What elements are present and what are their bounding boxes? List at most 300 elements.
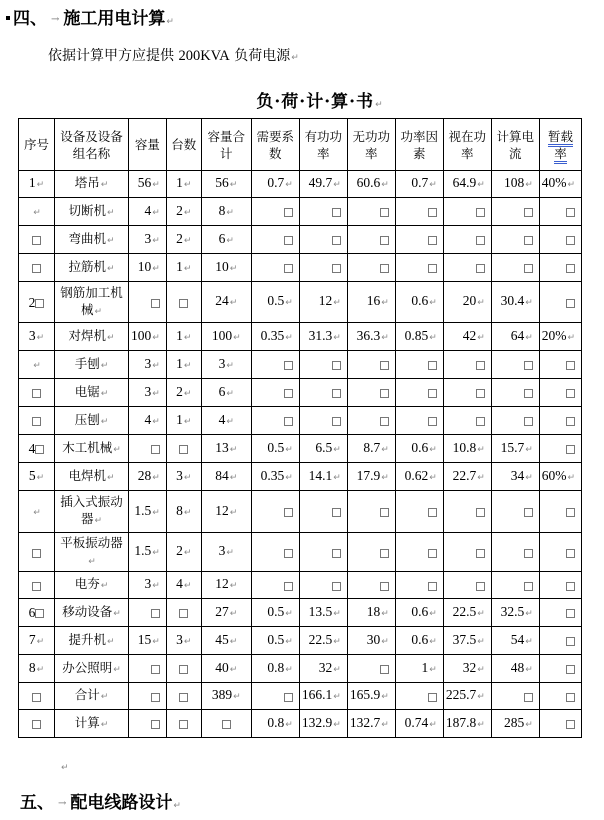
cell-end-mark-icon: ↵ (183, 507, 192, 518)
cell-value: 1 (421, 659, 429, 675)
cell-end-mark-icon: ↵ (36, 332, 45, 343)
cell-apparent (443, 435, 491, 463)
cell-value: 4 (144, 202, 152, 218)
cell-demand-factor (251, 323, 299, 351)
cell-apparent (443, 599, 491, 627)
column-header-line: 无功功 (352, 128, 391, 144)
cell-power-factor (395, 407, 443, 435)
cell-value: 0.6 (411, 603, 429, 619)
cell-active (299, 226, 347, 254)
cell-end-mark-icon: ↵ (567, 180, 576, 190)
cell-end-mark-icon: ↵ (94, 306, 103, 317)
cell-capacity (129, 627, 167, 655)
cell-end-mark-icon: ↵ (285, 472, 293, 483)
empty-box-icon (476, 208, 485, 217)
cell-end-mark-icon: ↵ (152, 416, 160, 427)
empty-box-icon (524, 361, 533, 370)
cell-capacity (129, 533, 167, 572)
empty-box-icon (332, 389, 341, 398)
cell-apparent (443, 407, 491, 435)
empty-box-icon (32, 236, 41, 245)
cell-end-mark-icon: ↵ (525, 719, 533, 730)
cell-apparent (443, 627, 491, 655)
cell-apparent (443, 533, 491, 572)
cell-end-mark-icon: ↵ (88, 556, 96, 567)
cell-end-mark-icon: ↵ (285, 332, 293, 343)
cell-end-mark-icon: ↵ (429, 298, 437, 308)
cell-name (55, 171, 129, 198)
cell-end-mark-icon: ↵ (381, 332, 389, 343)
paragraph-mark-icon: ↵ (166, 17, 174, 27)
cell-end-mark-icon: ↵ (333, 636, 341, 647)
cell-value: 3 (176, 467, 183, 483)
empty-box-icon (428, 417, 437, 426)
empty-box-icon (566, 637, 575, 646)
cell-value: 2 (28, 294, 36, 310)
cell-active (299, 435, 347, 463)
cell-capacity (129, 655, 167, 683)
cell-end-mark-icon: ↵ (152, 548, 160, 558)
cell-seq (19, 463, 55, 491)
column-header-line: 流 (509, 145, 522, 161)
column-header (299, 119, 347, 171)
cell-power-factor (395, 323, 443, 351)
cell-power-factor (395, 254, 443, 282)
empty-box-icon (380, 417, 389, 426)
cell-seq (19, 683, 55, 710)
cell-demand-factor (251, 198, 299, 226)
cell-total (201, 323, 251, 351)
empty-box-icon (332, 264, 341, 273)
empty-box-icon (332, 508, 341, 517)
cell-end-mark-icon: ↵ (152, 180, 160, 190)
cell-value: 15 (137, 631, 152, 647)
intro-paragraph (48, 45, 299, 65)
empty-box-icon (566, 264, 575, 273)
table-row (19, 407, 582, 435)
cell-value: 0.8 (267, 659, 285, 675)
empty-box-icon (380, 361, 389, 370)
cell-end-mark-icon: ↵ (567, 472, 576, 483)
cell-total (201, 407, 251, 435)
paragraph-mark-icon: ↵ (375, 100, 384, 110)
cell-apparent (443, 463, 491, 491)
cell-end-mark-icon: ↵ (152, 388, 160, 399)
cell-value: 塔吊 (74, 175, 100, 190)
empty-box-icon (566, 445, 575, 454)
empty-box-icon (566, 208, 575, 217)
cell-end-mark-icon: ↵ (477, 180, 485, 190)
cell-reactive (347, 491, 395, 533)
paragraph-mark-icon: ↵ (291, 53, 299, 63)
cell-active (299, 282, 347, 323)
cell-capacity (129, 254, 167, 282)
cell-power-factor (395, 435, 443, 463)
cell-demand-factor (251, 407, 299, 435)
cell-reactive (347, 379, 395, 407)
cell-end-mark-icon: ↵ (333, 180, 341, 190)
column-header (55, 119, 129, 171)
empty-box-icon (476, 549, 485, 558)
empty-box-icon (179, 693, 188, 702)
empty-box-icon (476, 582, 485, 591)
column-header-line: 素 (413, 145, 426, 161)
cell-value: 7 (28, 631, 36, 647)
column-header-line: 率 (317, 145, 330, 161)
cell-total (201, 379, 251, 407)
empty-box-icon (380, 236, 389, 245)
cell-active (299, 683, 347, 710)
cell-end-mark-icon: ↵ (333, 472, 341, 483)
cell-value: 计算 (74, 714, 100, 730)
cell-capacity (129, 491, 167, 533)
cell-value: 木工机械 (62, 439, 113, 455)
cell-duty (539, 627, 581, 655)
cell-end-mark-icon: ↵ (525, 298, 533, 308)
cell-total (201, 171, 251, 198)
table-row (19, 491, 582, 533)
cell-current (491, 351, 539, 379)
cell-duty (539, 491, 581, 533)
cell-power-factor (395, 533, 443, 572)
cell-end-mark-icon: ↵ (477, 298, 485, 308)
empty-box-icon (35, 445, 44, 454)
cell-end-mark-icon: ↵ (100, 692, 109, 702)
cell-end-mark-icon: ↵ (333, 719, 341, 730)
empty-box-icon (524, 582, 533, 591)
cell-name (55, 226, 129, 254)
cell-value: 54 (510, 631, 525, 647)
cell-seq (19, 627, 55, 655)
column-header (395, 119, 443, 171)
cell-capacity (129, 710, 167, 738)
cell-seq (19, 710, 55, 738)
empty-box-icon (151, 609, 160, 618)
cell-name (55, 572, 129, 599)
empty-box-icon (332, 549, 341, 558)
cell-seq (19, 572, 55, 599)
empty-box-icon (32, 582, 41, 591)
cell-apparent (443, 655, 491, 683)
empty-box-icon (566, 693, 575, 702)
cell-value: 4 (176, 576, 183, 591)
cell-value: 2 (176, 543, 183, 558)
cell-power-factor (395, 198, 443, 226)
empty-box-icon (476, 264, 485, 273)
cell-total (201, 435, 251, 463)
table-row (19, 683, 582, 710)
cell-name (55, 407, 129, 435)
empty-box-icon (524, 389, 533, 398)
cell-end-mark-icon: ↵ (100, 719, 109, 730)
cell-end-mark-icon: ↵ (106, 235, 115, 246)
cell-end-mark-icon: ↵ (106, 263, 115, 274)
cell-total (201, 710, 251, 738)
cell-total (201, 226, 251, 254)
cell-capacity (129, 282, 167, 323)
cell-value: 22.5 (308, 631, 333, 647)
cell-end-mark-icon: ↵ (285, 180, 293, 190)
cell-value: 56 (137, 175, 152, 190)
cell-power-factor (395, 683, 443, 710)
cell-value: 3 (218, 543, 226, 558)
cell-capacity (129, 407, 167, 435)
cell-value: 60.6 (356, 175, 381, 190)
column-header-line: 容量 (134, 137, 160, 152)
cell-end-mark-icon: ↵ (285, 298, 293, 308)
cell-demand-factor (251, 533, 299, 572)
cell-total (201, 572, 251, 599)
column-header-line: 需要系 (256, 128, 295, 144)
cell-active (299, 710, 347, 738)
empty-box-icon (380, 508, 389, 517)
cell-end-mark-icon: ↵ (233, 332, 241, 343)
cell-end-mark-icon: ↵ (525, 636, 533, 647)
cell-end-mark-icon: ↵ (381, 298, 389, 308)
cell-value: 16 (366, 293, 381, 308)
cell-value: 0.7 (411, 175, 429, 190)
cell-end-mark-icon: ↵ (477, 608, 485, 619)
cell-end-mark-icon: ↵ (152, 581, 160, 591)
cell-name (55, 463, 129, 491)
cell-end-mark-icon: ↵ (429, 444, 437, 455)
cell-value: 6 (218, 383, 226, 399)
cell-active (299, 323, 347, 351)
cell-name (55, 627, 129, 655)
cell-power-factor (395, 599, 443, 627)
cell-apparent (443, 226, 491, 254)
cell-end-mark-icon: ↵ (381, 444, 389, 455)
cell-value: 0.5 (267, 603, 285, 619)
empty-box-icon (566, 549, 575, 558)
empty-box-icon (151, 720, 160, 729)
cell-end-mark-icon: ↵ (183, 472, 192, 483)
cell-end-mark-icon: ↵ (229, 581, 238, 591)
table-row (19, 533, 582, 572)
cell-name (55, 351, 129, 379)
cell-value: 10.8 (452, 439, 477, 455)
column-header-line: 数 (269, 145, 282, 161)
cell-end-mark-icon: ↵ (183, 416, 192, 427)
empty-box-icon (476, 508, 485, 517)
empty-box-icon (179, 720, 188, 729)
cell-current (491, 683, 539, 710)
table-row (19, 171, 582, 198)
cell-reactive (347, 254, 395, 282)
cell-end-mark-icon: ↵ (525, 472, 533, 483)
cell-seq (19, 533, 55, 572)
table-row (19, 198, 582, 226)
cell-end-mark-icon: ↵ (567, 332, 576, 343)
section-4-heading (6, 4, 174, 29)
empty-box-icon (32, 417, 41, 426)
cell-reactive (347, 533, 395, 572)
cell-value: 8 (28, 659, 36, 675)
cell-total (201, 351, 251, 379)
cell-end-mark-icon: ↵ (36, 180, 45, 190)
empty-box-icon (179, 665, 188, 674)
cell-demand-factor (251, 282, 299, 323)
cell-demand-factor (251, 710, 299, 738)
empty-box-icon (284, 549, 293, 558)
empty-box-icon (284, 693, 293, 702)
empty-box-icon (380, 549, 389, 558)
cell-value: 49.7 (308, 175, 333, 190)
cell-value: 切断机 (68, 202, 106, 218)
empty-box-icon (566, 582, 575, 591)
cell-count (166, 282, 201, 323)
cell-count (166, 379, 201, 407)
cell-end-mark-icon: ↵ (183, 235, 192, 246)
cell-value: 0.62 (404, 467, 429, 483)
table-row (19, 572, 582, 599)
cell-capacity (129, 463, 167, 491)
cell-end-mark-icon: ↵ (226, 388, 234, 399)
cell-value: 14.1 (308, 467, 333, 483)
cell-active (299, 463, 347, 491)
empty-box-icon (428, 549, 437, 558)
cell-name (55, 710, 129, 738)
cell-count (166, 491, 201, 533)
cell-end-mark-icon: ↵ (429, 472, 437, 483)
cell-name (55, 254, 129, 282)
cell-end-mark-icon: ↵ (477, 692, 485, 702)
cell-demand-factor (251, 491, 299, 533)
cell-apparent (443, 379, 491, 407)
empty-box-icon (332, 208, 341, 217)
cell-apparent (443, 198, 491, 226)
cell-value: 0.7 (267, 175, 285, 190)
cell-power-factor (395, 491, 443, 533)
cell-end-mark-icon: ↵ (229, 180, 238, 190)
cell-power-factor (395, 627, 443, 655)
cell-reactive (347, 435, 395, 463)
cell-value: 13.5 (308, 603, 333, 619)
list-bullet-icon (6, 16, 10, 20)
table-row (19, 710, 582, 738)
empty-box-icon (332, 582, 341, 591)
cell-end-mark-icon: ↵ (183, 207, 192, 218)
empty-box-icon (284, 582, 293, 591)
cell-power-factor (395, 710, 443, 738)
cell-end-mark-icon: ↵ (152, 235, 160, 246)
cell-active (299, 254, 347, 282)
cell-apparent (443, 710, 491, 738)
empty-box-icon (380, 582, 389, 591)
cell-end-mark-icon: ↵ (152, 360, 160, 371)
cell-capacity (129, 683, 167, 710)
cell-end-mark-icon: ↵ (152, 636, 160, 647)
cell-end-mark-icon: ↵ (285, 444, 293, 455)
cell-value: 27 (215, 603, 229, 619)
cell-capacity (129, 323, 167, 351)
table-row (19, 655, 582, 683)
column-header-line: 计算电 (496, 128, 535, 144)
cell-current (491, 198, 539, 226)
cell-current (491, 323, 539, 351)
cell-end-mark-icon: ↵ (229, 472, 238, 483)
cell-value: 132.7 (349, 714, 381, 730)
cell-name (55, 655, 129, 683)
cell-end-mark-icon: ↵ (152, 472, 160, 483)
cell-end-mark-icon: ↵ (100, 360, 109, 371)
cell-capacity (129, 435, 167, 463)
cell-active (299, 491, 347, 533)
cell-value: 3 (218, 355, 226, 371)
cell-count (166, 627, 201, 655)
cell-apparent (443, 323, 491, 351)
cell-end-mark-icon: ↵ (183, 581, 192, 591)
cell-capacity (129, 171, 167, 198)
cell-end-mark-icon: ↵ (229, 263, 238, 274)
cell-value: 20 (462, 293, 477, 308)
empty-box-icon (428, 693, 437, 702)
cell-end-mark-icon: ↵ (525, 608, 533, 619)
column-header-line: 设备及设备 (60, 128, 123, 144)
empty-box-icon (380, 208, 389, 217)
cell-demand-factor (251, 435, 299, 463)
cell-demand-factor (251, 599, 299, 627)
cell-end-mark-icon: ↵ (429, 636, 437, 647)
cell-end-mark-icon: ↵ (429, 332, 437, 343)
cell-end-mark-icon: ↵ (183, 548, 192, 558)
empty-box-icon (476, 361, 485, 370)
cell-seq (19, 198, 55, 226)
cell-current (491, 226, 539, 254)
cell-value: 拉筋机 (68, 258, 106, 274)
cell-value: 4 (218, 411, 226, 427)
empty-box-icon (151, 665, 160, 674)
cell-active (299, 627, 347, 655)
section-5-title: 配电线路设计 (70, 793, 173, 813)
column-header (491, 119, 539, 171)
empty-box-icon (428, 389, 437, 398)
cell-seq (19, 254, 55, 282)
cell-reactive (347, 226, 395, 254)
cell-value: 48 (510, 659, 525, 675)
cell-reactive (347, 351, 395, 379)
cell-current (491, 379, 539, 407)
cell-count (166, 407, 201, 435)
cell-value: 2 (176, 230, 183, 246)
empty-box-icon (566, 389, 575, 398)
cell-active (299, 599, 347, 627)
cell-reactive (347, 171, 395, 198)
cell-reactive (347, 627, 395, 655)
cell-power-factor (395, 171, 443, 198)
cell-end-mark-icon: ↵ (285, 664, 293, 675)
cell-active (299, 171, 347, 198)
cell-value: 108 (504, 175, 525, 190)
cell-end-mark-icon: ↵ (152, 263, 160, 274)
table-header-row (19, 119, 582, 171)
empty-paragraph (60, 755, 69, 774)
cell-demand-factor (251, 627, 299, 655)
cell-seq (19, 599, 55, 627)
cell-demand-factor (251, 379, 299, 407)
cell-active (299, 572, 347, 599)
cell-end-mark-icon: ↵ (333, 692, 341, 702)
cell-end-mark-icon: ↵ (36, 636, 45, 647)
cell-end-mark-icon: ↵ (100, 388, 109, 399)
cell-reactive (347, 572, 395, 599)
cell-value: 15.7 (500, 439, 525, 455)
cell-value: 6.5 (315, 439, 333, 455)
cell-duty (539, 572, 581, 599)
cell-end-mark-icon: ↵ (333, 298, 341, 308)
cell-name (55, 282, 129, 323)
cell-value: 平板振动器 (60, 534, 123, 550)
